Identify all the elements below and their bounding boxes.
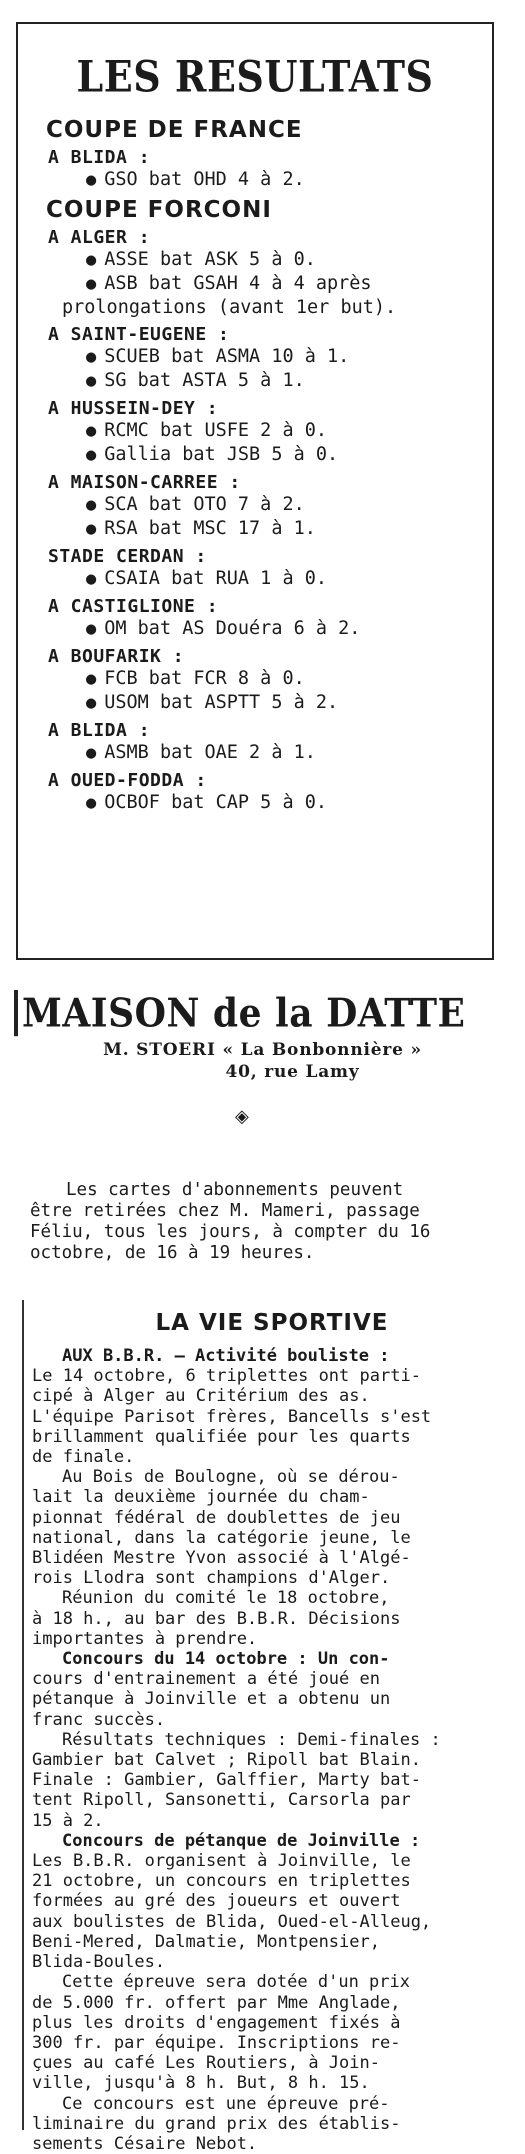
- match-result: [86, 345, 492, 369]
- sports-text-line: L'équipe Parisot frères, Bancells s'est: [32, 1406, 432, 1427]
- bullet-icon: ●: [86, 519, 97, 539]
- venue-block: [18, 227, 492, 319]
- venue-label: A MAISON-CARREE :: [48, 472, 241, 493]
- match-result: [86, 272, 492, 296]
- sports-text-line: de 5.000 fr. offert par Mme Anglade,: [32, 1992, 401, 2013]
- cup-title: COUPE DE FRANCE: [46, 117, 303, 143]
- sports-text-line: Blida-Boules.: [32, 1952, 166, 1973]
- sports-text-line: pétanque à Joinville et a obtenu un: [32, 1689, 391, 1710]
- match-text: FCB bat FCR 8 à 0.: [104, 668, 305, 689]
- match-result: [86, 691, 492, 715]
- sports-text-line: Au Bois de Boulogne, où se dérou-: [62, 1467, 400, 1488]
- sports-text-line: Résultats techniques : Demi-finales :: [62, 1729, 441, 1750]
- venue-label: A ALGER :: [48, 227, 151, 248]
- ad-address: 40, rue Lamy: [225, 1062, 360, 1082]
- bullet-icon: ●: [86, 445, 97, 465]
- sports-text-line: national, dans la catégorie jeune, le: [32, 1527, 411, 1548]
- match-text: Gallia bat JSB 5 à 0.: [104, 444, 339, 465]
- match-result: [86, 741, 492, 765]
- sports-text-line: sements Césaire Nebot.: [32, 2133, 258, 2154]
- venue-block: [18, 596, 492, 641]
- match-text: prolongations (avant 1er but).: [62, 297, 397, 318]
- venue-label: STADE CERDAN :: [48, 546, 207, 567]
- ad-proprietor: M. STOERI « La Bonbonnière »: [103, 1040, 422, 1060]
- sports-body: [32, 1346, 512, 2154]
- venue-block: [18, 646, 492, 715]
- sports-text-line: Concours de pétanque de Joinville :: [62, 1830, 421, 1851]
- venue-block: [18, 147, 492, 192]
- sports-text-line: liminaire du grand prix des établis-: [32, 2113, 401, 2134]
- sports-text-line: Gambier bat Calvet ; Ripoll bat Blain.: [32, 1750, 421, 1771]
- sports-text-line: Concours du 14 octobre : Un con-: [62, 1649, 390, 1670]
- match-result: [86, 369, 492, 393]
- sports-text-line: cipé à Alger au Critérium des as.: [32, 1386, 370, 1407]
- sports-text-line: plus les droits d'engagement fixés à: [32, 2012, 401, 2033]
- sports-text-line: ville, jusqu'à 8 h. But, 8 h. 15.: [32, 2073, 370, 2094]
- sports-text-line: 300 fr. par équipe. Inscriptions re-: [32, 2032, 401, 2053]
- bullet-icon: ●: [86, 669, 97, 689]
- venue-label: A OUED-FODDA :: [48, 770, 207, 791]
- notice-line: Les cartes d'abonnements peuvent: [66, 1180, 404, 1200]
- bullet-icon: ●: [86, 619, 97, 639]
- results-title: LES RESULTATS: [76, 51, 434, 102]
- subscription-notice: [30, 1180, 500, 1264]
- results-box: [16, 22, 494, 960]
- match-result: [86, 419, 492, 443]
- match-result: [86, 791, 492, 815]
- sports-text-line: Finale : Gambier, Galffier, Marty bat-: [32, 1770, 421, 1791]
- sports-column: [22, 1300, 512, 2154]
- sports-title: LA VIE SPORTIVE: [155, 1310, 389, 1336]
- notice-line: octobre, de 16 à 19 heures.: [30, 1243, 315, 1263]
- venue-label: A SAINT-EUGENE :: [48, 324, 230, 345]
- bullet-icon: ●: [86, 250, 97, 270]
- bullet-icon: ●: [86, 421, 97, 441]
- sports-text-line: Les B.B.R. organisent à Joinville, le: [32, 1851, 411, 1872]
- sports-text-line: de finale.: [32, 1447, 135, 1468]
- notice-line: Féliu, tous les jours, à compter du 16: [30, 1222, 431, 1242]
- venue-label: A BLIDA :: [48, 720, 151, 741]
- sports-text-line: formées au gré des joueurs et ouvert: [32, 1891, 401, 1912]
- venue-block: [18, 546, 492, 591]
- match-text: OCBOF bat CAP 5 à 0.: [104, 792, 328, 813]
- sports-text-line: Cette épreuve sera dotée d'un prix: [62, 1972, 410, 1993]
- sports-text-line: cours d'entrainement a été joué en: [32, 1669, 380, 1690]
- match-result: [86, 617, 492, 641]
- match-text: ASSE bat ASK 5 à 0.: [104, 249, 316, 270]
- match-text: ASMB bat OAE 2 à 1.: [104, 742, 316, 763]
- sports-text-line: tent Ripoll, Sansonetti, Carsorla par: [32, 1790, 411, 1811]
- sports-text-line: rois Llodra sont champions d'Alger.: [32, 1568, 391, 1589]
- sports-text-line: Blidéen Mestre Yvon associé à l'Algé-: [32, 1548, 411, 1569]
- cup-title: COUPE FORCONI: [46, 197, 272, 223]
- bullet-icon: ●: [86, 274, 97, 294]
- notice-line: être retirées chez M. Mameri, passage: [30, 1201, 420, 1221]
- venue-label: A BOUFARIK :: [48, 646, 185, 667]
- venue-block: [18, 472, 492, 541]
- sports-text-line: pionnat fédéral de doublettes de jeu: [32, 1507, 401, 1528]
- sports-text-line: Le 14 octobre, 6 triplettes ont parti-: [32, 1366, 421, 1387]
- match-text: CSAIA bat RUA 1 à 0.: [104, 568, 328, 589]
- match-text: OM bat AS Douéra 6 à 2.: [104, 618, 361, 639]
- sports-text-line: Beni-Mered, Dalmatie, Montpensier,: [32, 1931, 380, 1952]
- venue-label: A BLIDA :: [48, 147, 151, 168]
- bullet-icon: ●: [86, 170, 97, 190]
- venue-block: [18, 324, 492, 393]
- ad-title: MAISON de la DATTE: [14, 990, 525, 1036]
- match-result: [86, 248, 492, 272]
- match-result: [86, 493, 492, 517]
- match-text: GSO bat OHD 4 à 2.: [104, 169, 305, 190]
- bullet-icon: ●: [86, 347, 97, 367]
- bullet-icon: ●: [86, 743, 97, 763]
- match-text: RSA bat MSC 17 à 1.: [104, 518, 316, 539]
- match-text: USOM bat ASPTT 5 à 2.: [104, 692, 339, 713]
- venue-label: A HUSSEIN-DEY :: [48, 398, 219, 419]
- bullet-icon: ●: [86, 371, 97, 391]
- match-result: [86, 168, 492, 192]
- sports-text-line: importantes à prendre.: [32, 1628, 258, 1649]
- sports-text-line: Ce concours est une épreuve pré-: [62, 2093, 390, 2114]
- bullet-icon: ●: [86, 693, 97, 713]
- match-text: SG bat ASTA 5 à 1.: [104, 370, 305, 391]
- sports-text-line: aux boulistes de Blida, Oued-el-Alleug,: [32, 1911, 432, 1932]
- sports-text-line: à 18 h., au bar des B.B.R. Décisions: [32, 1608, 401, 1629]
- sports-text-line: 21 octobre, un concours en triplettes: [32, 1871, 411, 1892]
- match-result: [86, 443, 492, 467]
- match-result: [86, 567, 492, 591]
- match-text: ASB bat GSAH 4 à 4 après: [104, 273, 372, 294]
- bullet-icon: ●: [86, 495, 97, 515]
- venue-label: A CASTIGLIONE :: [48, 596, 219, 617]
- results-list: [18, 117, 492, 815]
- match-text: SCA bat OTO 7 à 2.: [104, 494, 305, 515]
- bullet-icon: ●: [86, 569, 97, 589]
- sports-text-line: franc succès.: [32, 1709, 166, 1730]
- sports-text-line: AUX B.B.R. — Activité bouliste :: [62, 1346, 390, 1366]
- match-text: RCMC bat USFE 2 à 0.: [104, 420, 328, 441]
- maison-datte-ad: [0, 990, 525, 1082]
- venue-block: [18, 770, 492, 815]
- sports-text-line: çues au café Les Routiers, à Join-: [32, 2053, 380, 2074]
- venue-block: [18, 398, 492, 467]
- match-result: [86, 667, 492, 691]
- match-result: [62, 296, 492, 319]
- match-text: SCUEB bat ASMA 10 à 1.: [104, 346, 350, 367]
- sports-text-line: 15 à 2.: [32, 1810, 104, 1831]
- sports-text-line: brillamment qualifiée pour les quarts: [32, 1426, 411, 1447]
- sports-text-line: lait la deuxième journée du cham-: [32, 1487, 370, 1508]
- match-result: [86, 517, 492, 541]
- ornament-icon: ◈: [235, 1106, 249, 1127]
- sports-text-line: Réunion du comité le 18 octobre,: [62, 1588, 390, 1609]
- bullet-icon: ●: [86, 793, 97, 813]
- venue-block: [18, 720, 492, 765]
